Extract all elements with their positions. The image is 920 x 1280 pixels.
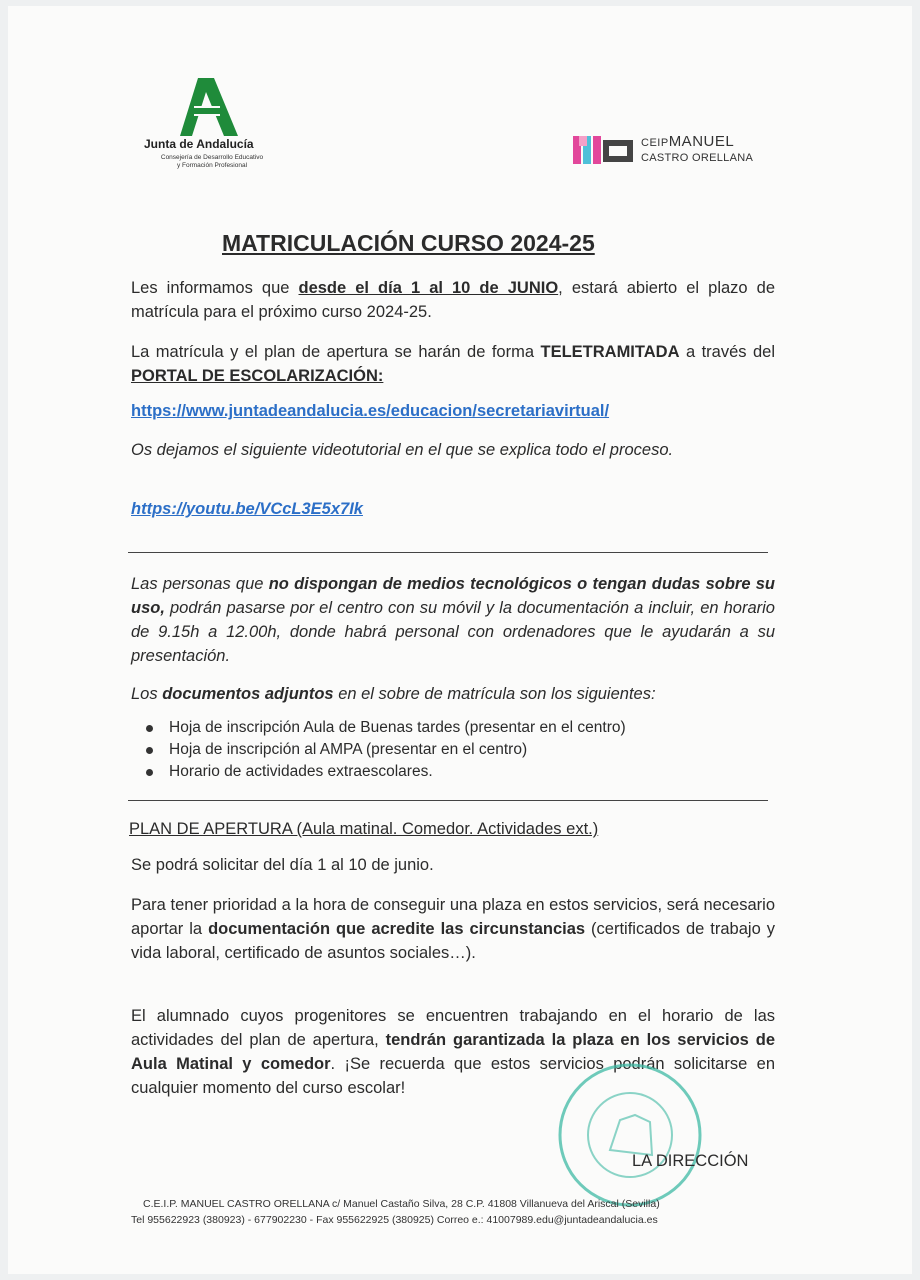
ceip-name-line2: CASTRO ORELLANA (641, 152, 754, 164)
list-item: Horario de actividades extraescolares. (145, 761, 626, 783)
junta-andalucia-name: Junta de Andalucía (144, 137, 254, 151)
footer-contact: Tel 955622923 (380923) - 677902230 - Fax 955622925 (380925) Correo e.: 41007989.edu@juntadeandalucia.es (131, 1214, 658, 1226)
list-item: Hoja de inscripción al AMPA (presentar en el centro) (145, 739, 626, 761)
priority-paragraph: Para tener prioridad a la hora de conseguir una plaza en estos servicios, será necesario aportar la documentación que acredite las circunstancias (certificados de trabajo y vida laboral, certificado de asuntos sociales…). (131, 896, 775, 962)
secretaria-virtual-link[interactable]: https://www.juntadeandalucia.es/educacion/secretariavirtual/ (131, 402, 610, 420)
intro-paragraph: Les informamos que desde el día 1 al 10 de JUNIO, estará abierto el plazo de matrícula para el próximo curso 2024-25. (131, 279, 775, 321)
footer-address: C.E.I.P. MANUEL CASTRO ORELLANA c/ Manuel Castaño Silva, 28 C.P. 41808 Villanueva del Ariscal (Sevilla) (143, 1198, 660, 1210)
signature: LA DIRECCIÓN (632, 1152, 749, 1170)
ceip-name-line1: CEIPMANUEL (641, 133, 735, 150)
youtube-link[interactable]: https://youtu.be/VCcL3E5x7Ik (131, 500, 363, 518)
videotutorial-paragraph: Os dejamos el siguiente videotutorial en el que se explica todo el proceso. (131, 441, 674, 459)
divider (128, 552, 768, 553)
teletramitada-paragraph: La matrícula y el plan de apertura se harán de forma TELETRAMITADA a través del PORTAL DE ESCOLARIZACIÓN: (131, 343, 775, 385)
documents-paragraph: Los documentos adjuntos en el sobre de matrícula son los siguientes: (131, 685, 656, 703)
guarantee-paragraph: El alumnado cuyos progenitores se encuentren trabajando en el horario de las actividades del plan de apertura, tendrán garantizada la plaza en los servicios de Aula Matinal y comedor. ¡Se recuerda que estos servicios podrán solicitarse en cualquier momento del curso escolar! (131, 1007, 776, 1097)
documents-list (145, 717, 626, 783)
school-stamp (540, 1060, 720, 1210)
document-title: MATRICULACIÓN CURSO 2024-25 (222, 230, 595, 256)
ceip-logo (573, 134, 635, 166)
consejeria-name: Consejería de Desarrollo Educativo y Formación Profesional (160, 154, 264, 169)
support-paragraph: Las personas que no dispongan de medios tecnológicos o tengan dudas sobre su uso, podrán pasarse por el centro con su móvil y la documentación a incluir, en horario de 9.15h a 12.00h, donde habrá personal con ordenadores que le ayudarán a su presentación. (131, 575, 775, 665)
junta-andalucia-logo (180, 78, 240, 136)
plan-apertura-heading: PLAN DE APERTURA (Aula matinal. Comedor. Actividades ext.) (129, 820, 599, 838)
divider (128, 800, 768, 801)
list-item: Hoja de inscripción Aula de Buenas tardes (presentar en el centro) (145, 717, 626, 739)
plan-dates-paragraph: Se podrá solicitar del día 1 al 10 de junio. (131, 856, 434, 874)
